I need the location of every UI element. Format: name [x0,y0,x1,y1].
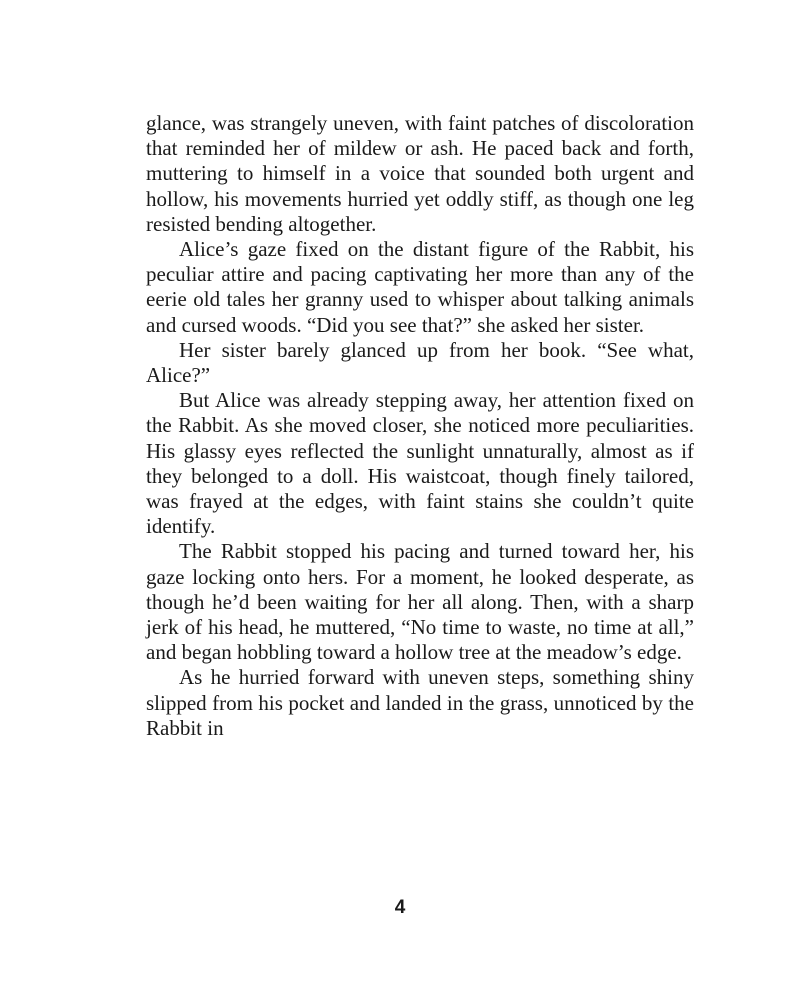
paragraph-3: Her sister barely glanced up from her book. “See what, Alice?” [146,337,694,388]
paragraph-2: Alice’s gaze fixed on the distant figure of the Rabbit, his peculiar attire and pacing captivating her more than any of the eerie old tales her granny used to whisper about talking animals and cursed woods. “Did you see that?” she asked her sister. [146,237,694,337]
paragraph-5: The Rabbit stopped his pacing and turned toward her, his gaze locking onto hers. For a moment, he looked desperate, as though he’d been waiting for her all along. Then, with a sharp jerk of his head, he muttered, “No time to waste, no time at all,” and began hobbling toward a hollow tree at the meadow’s edge. [146,539,694,665]
paragraph-6: As he hurried forward with uneven steps, something shiny slipped from his pocket and landed in the grass, unnoticed by the Rabbit in [146,665,694,740]
page-number: 4 [394,897,406,918]
paragraph-4: But Alice was already stepping away, her attention fixed on the Rabbit. As she moved closer, she noticed more peculiarities. His glassy eyes reflected the sunlight unnaturally, almost as if they belonged to a doll. His waistcoat, though finely tailored, was frayed at the edges, with faint stains she couldn’t quite identify. [146,388,694,539]
body-text [146,111,694,741]
paragraph-1: glance, was strangely uneven, with faint patches of discoloration that reminded her of mildew or ash. He paced back and forth, muttering to himself in a voice that sounded both urgent and hollow, his movements hurried yet oddly stiff, as though one leg resisted bending altogether. [146,111,694,236]
